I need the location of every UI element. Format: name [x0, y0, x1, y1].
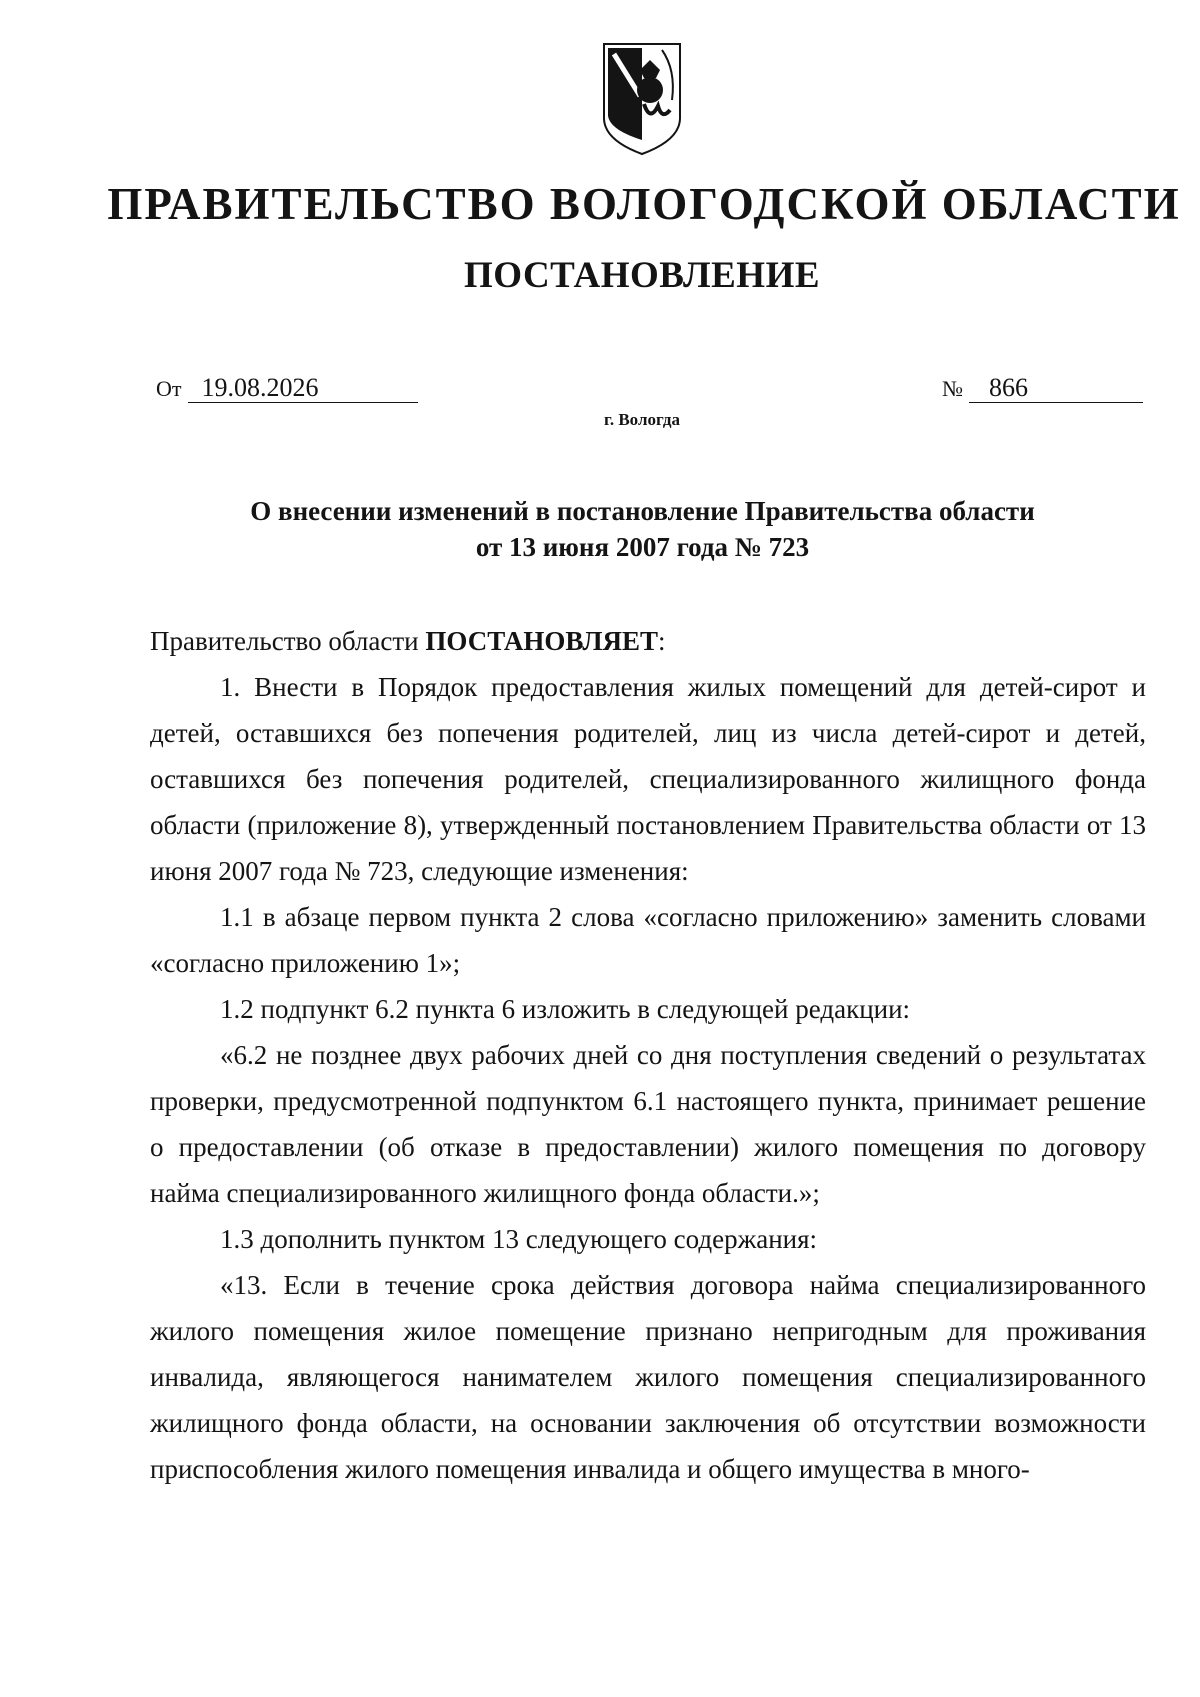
subject-line-2: от 13 июня 2007 года № 723: [475, 532, 810, 562]
paragraph-1-2: 1.2 подпункт 6.2 пункта 6 изложить в следующей редакции:: [220, 994, 911, 1024]
city-label: г. Вологда: [604, 410, 680, 429]
paragraph-1: 1. Внести в Порядок предоставления жилых помещений для детей-сирот и детей, оставшихся без попечения родителей, лиц из числа детей-сирот и детей, оставшихся без попечения родителей, специализированного жилищного фонда области (приложение 8), утвержденный постановлением Правительства области от 13 июня 2007 года № 723, следующие изменения:: [150, 672, 1146, 886]
number-prefix: №: [942, 376, 963, 401]
coat-of-arms-emblem: [600, 40, 684, 158]
date-value: 19.08.2026: [188, 374, 418, 403]
document-subject: [150, 493, 1135, 565]
number-value: 866: [969, 374, 1143, 403]
paragraph-1-1: 1.1 в абзаце первом пункта 2 слова «согласно приложению» заменить словами «согласно приложению 1»;: [150, 902, 1146, 978]
government-title: ПРАВИТЕЛЬСТВО ВОЛОГОДСКОЙ ОБЛАСТИ: [107, 179, 1181, 229]
paragraph-6-2-quote: «6.2 не позднее двух рабочих дней со дня поступления сведений о результатах проверки, предусмотренной подпунктом 6.1 настоящего пункта, принимает решение о предоставлении (об отказе в предоставлении) жилого помещения по договору найма специализированного жилищного фонда области.»;: [150, 1040, 1146, 1208]
intro-bold-word: ПОСТАНОВЛЯЕТ: [425, 626, 658, 656]
date-prefix: От: [156, 376, 182, 401]
paragraph-1-3: 1.3 дополнить пунктом 13 следующего содержания:: [220, 1224, 818, 1254]
paragraph-13-quote: «13. Если в течение срока действия договора найма специализированного жилого помещения жилое помещение признано непригодным для проживания инвалида, являющегося нанимателем жилого помещения специализированного жилищного фонда области, на основании заключения об отсутствии возможности приспособления жилого помещения инвалида и общего имущества в много-: [150, 1270, 1146, 1484]
intro-colon: :: [657, 626, 666, 656]
number-field: [942, 374, 1143, 403]
subject-line-1: О внесении изменений в постановление Правительства области: [250, 496, 1035, 526]
intro-text: Правительство области: [150, 626, 426, 656]
date-field: [156, 374, 418, 403]
document-type-heading: ПОСТАНОВЛЕНИЕ: [463, 255, 821, 296]
intro-paragraph: [150, 618, 1146, 664]
